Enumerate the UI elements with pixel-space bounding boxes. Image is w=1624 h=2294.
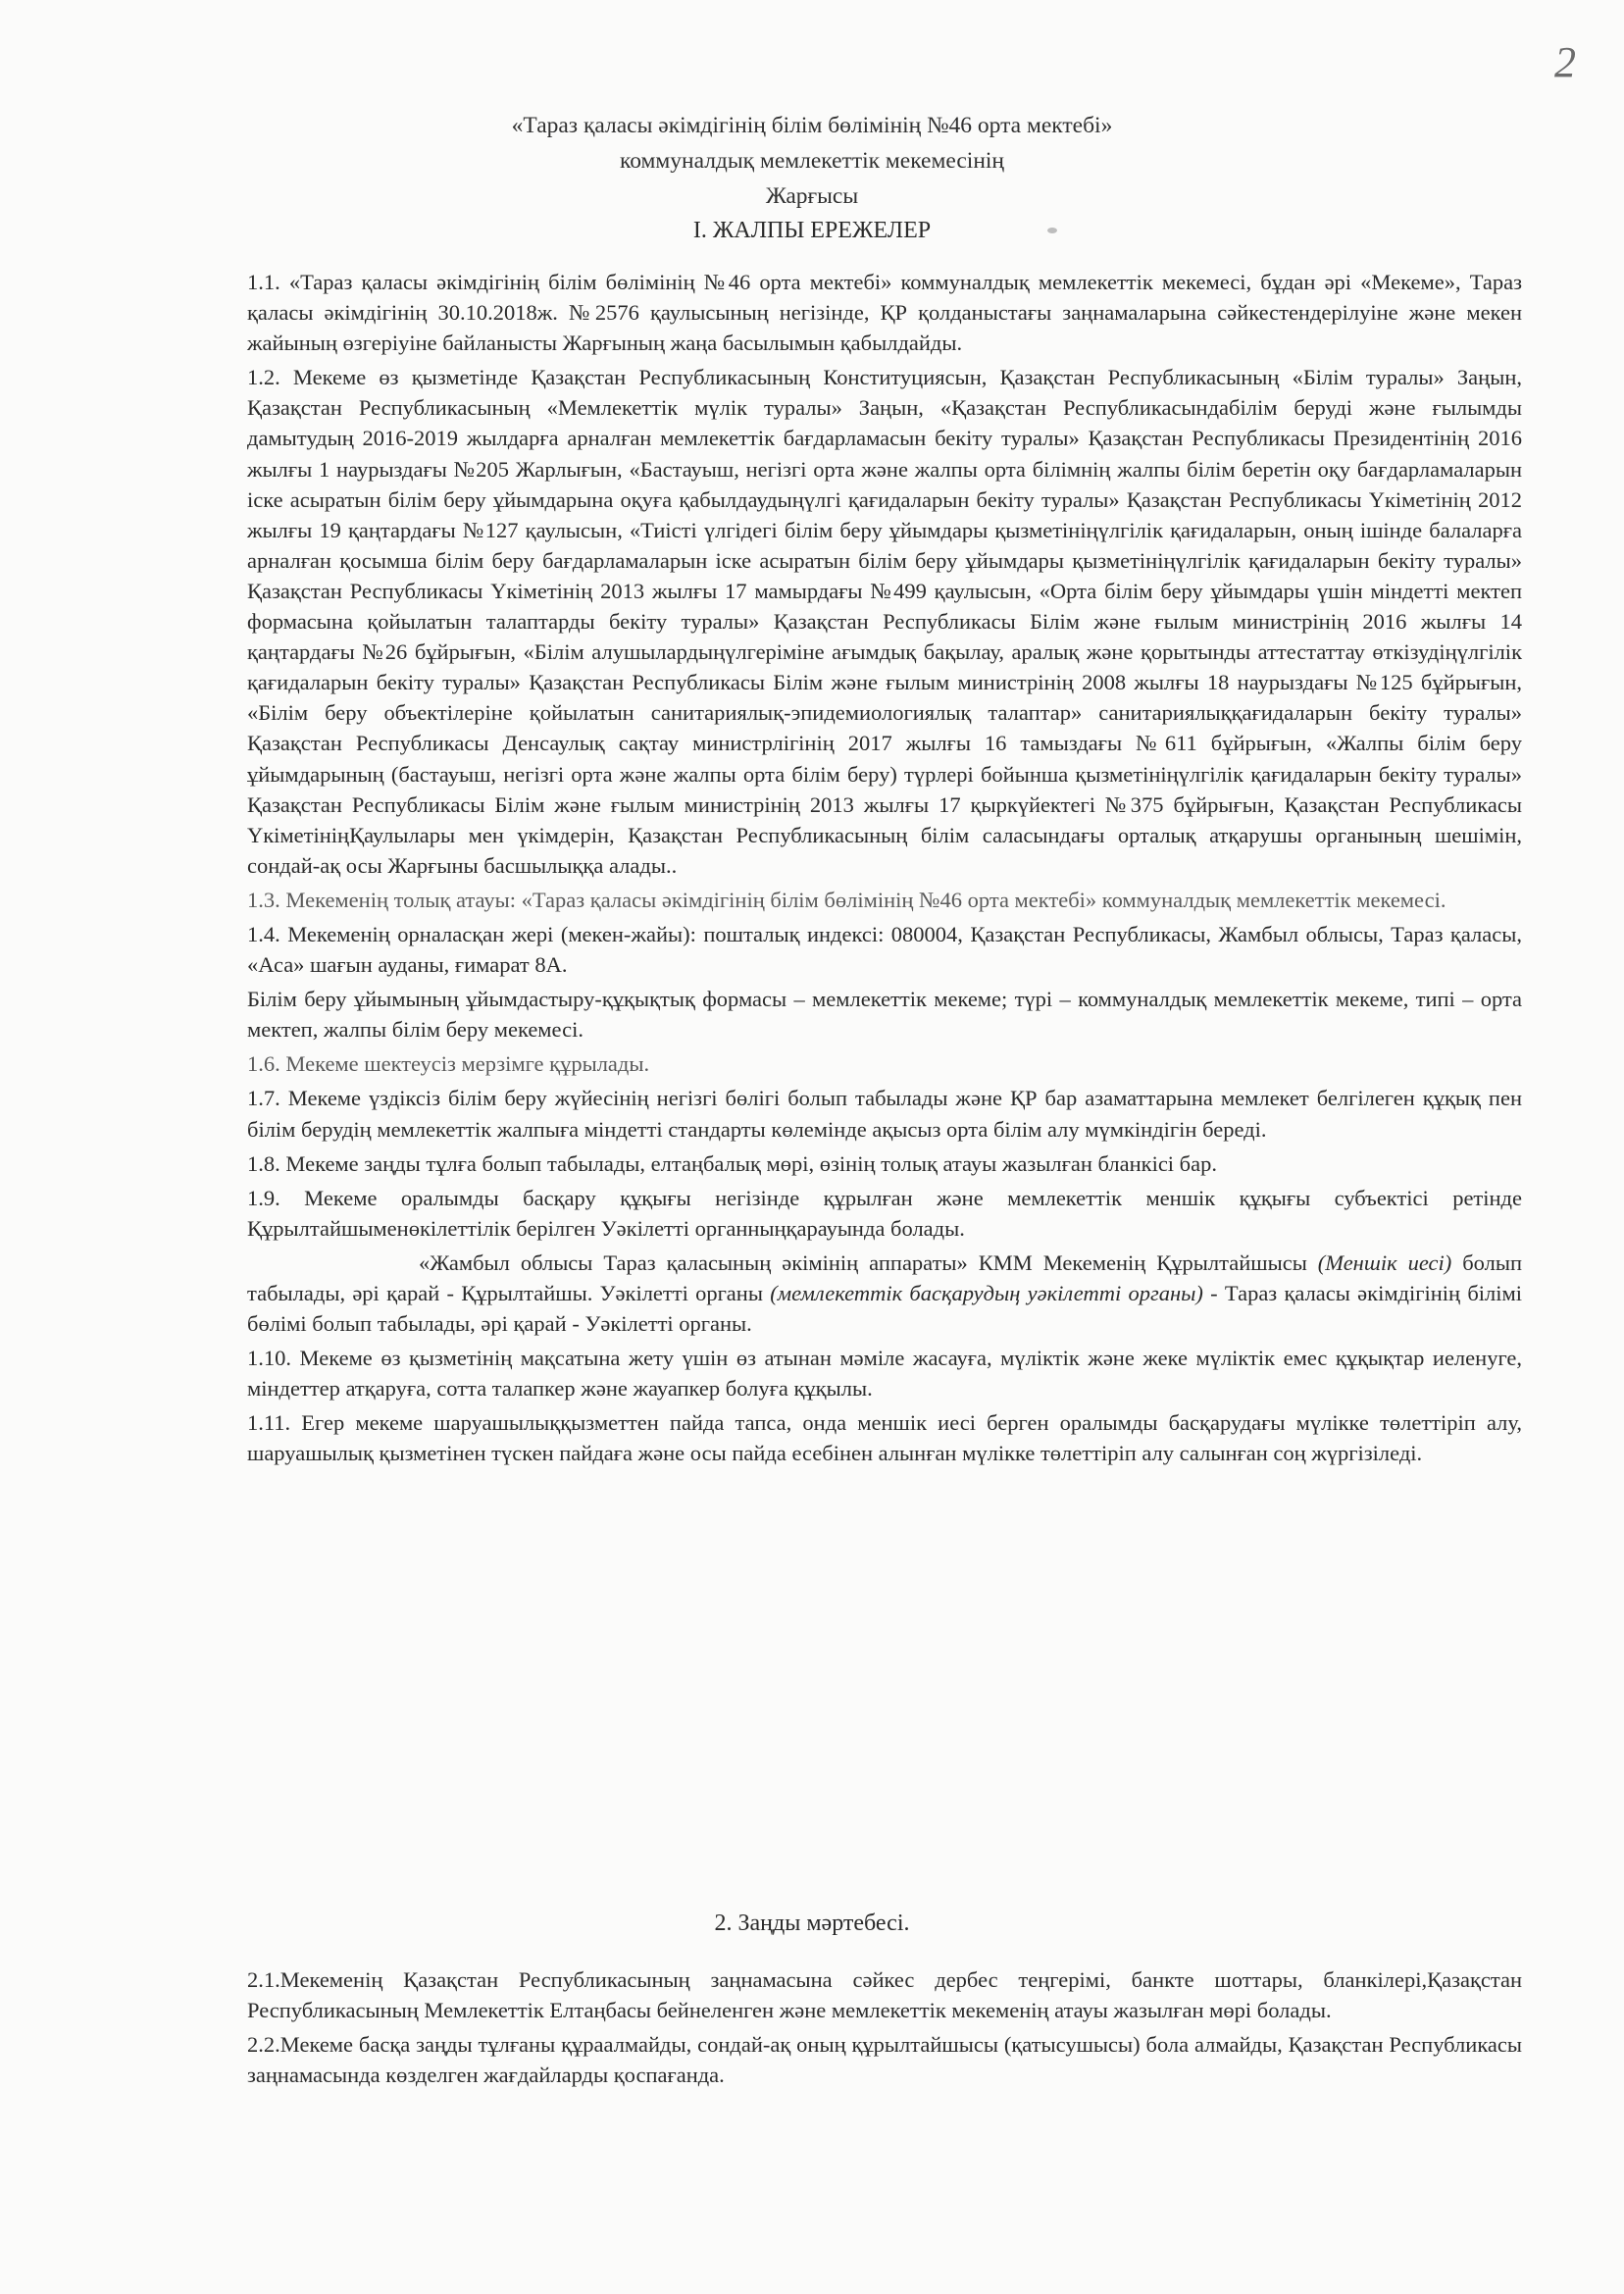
paragraph-1-8: 1.8. Мекеме заңды тұлға болып табылады, елтаңбалық мөрі, өзінің толық атауы жазылған бланкісі бар.	[247, 1150, 1217, 1176]
paragraph-1-9-founder	[247, 1248, 1522, 1339]
paragraph-2-2: 2.2.Мекеме басқа заңды тұлғаны құраалмайды, сондай-ақ оның құрылтайшысы (қатысушысы) бола алмайды, Қазақстан Республикасы заңнамасында көзделген жағдайларды қоспағанда.	[247, 2032, 1522, 2088]
founder-text-italic-2: (мемлекеттік басқарудың уәкілетті органы)	[770, 1281, 1203, 1305]
title-line-3: Жарғысы	[765, 183, 859, 209]
paragraph-1-3: 1.3. Мекеменің толық атауы: «Тараз қаласы әкімдігінің білім бөлімінің №46 орта мектебі» коммуналдық мемлекеттік мекемесі.	[247, 887, 1446, 912]
founder-text-post: - Тараз қаласы әкімдігінің білімі бөлімі болып табылады, әрі қарай - Уәкілетті органы.	[247, 1281, 1522, 1337]
document-title	[0, 108, 1624, 214]
page-number: 2	[1554, 38, 1576, 86]
section-1-heading: I. ЖАЛПЫ ЕРЕЖЕЛЕР	[692, 218, 932, 243]
paragraph-1-11: 1.11. Егер мекеме шаруашылыққызметтен пайда тапса, онда меншік иесі берген оралымды басқарудағы мүлікке төлеттіріп алу, шаруашылық қызметінен түскен пайдаға және осы пайда есебінен алынған мүлікке төлеттіріп алу салынған соң жүргізіледі.	[247, 1410, 1522, 1466]
scan-speck	[1047, 228, 1057, 233]
section-1-body	[247, 267, 1522, 1473]
paragraph-1-6: 1.6. Мекеме шектеусіз мерзімге құрылады.	[247, 1051, 650, 1077]
section-2-heading: 2. Заңды мәртебесі.	[714, 1911, 910, 1936]
paragraph-1-1: 1.1. «Тараз қаласы әкімдігінің білім бөлімінің №46 орта мектебі» коммуналдық мемлекеттік мекемесі, бұдан әрі «Мекеме», Тараз қаласы әкімдігінің 30.10.2018ж. №2576 қаулысының негізінде, ҚР қолданыстағы заңнамаларына сәйкестендерілуіне және мекен жайының өзгеріуіне байланысты Жарғының жаңа басылымын қабылдайды.	[247, 270, 1522, 356]
founder-text-mid: болып табылады, әрі қарай - Құрылтайшы. Уәкілетті органы	[247, 1249, 1522, 1305]
paragraph-1-7: 1.7. Мекеме үздіксіз білім беру жүйесінің негізгі бөлігі болып табылады және ҚР бар азаматтарына мемлекет белгілеген құқық пен білім берудің мемлекеттік жалпыға міндетті стандарты көлемінде ақысыз орта білім алу мүмкіндігін береді.	[247, 1086, 1522, 1142]
paragraph-1-9: 1.9. Мекеме оралымды басқару құқығы негізінде құрылған және мемлекеттік меншік құқығы субъектісі ретінде Құрылтайшыменөкілеттілік берілген Уәкілетті органныңқарауында болады.	[247, 1185, 1522, 1241]
paragraph-2-1: 2.1.Мекеменің Қазақстан Республикасының заңнамасына сәйкес дербес теңгерімі, банкте шоттары, бланкілері,Қазақстан Республикасының Мемлекеттік Елтаңбасы бейнеленген және мемлекеттік мекеменің атауы жазылған мөрі болады.	[247, 1967, 1522, 2023]
paragraph-1-5: Білім беру ұйымының ұйымдастыру-құқықтық формасы – мемлекеттік мекеме; түрі – коммуналдық мемлекеттік мекеме, типі – орта мектеп, жалпы білім беру мекемесі.	[247, 987, 1522, 1043]
title-line-1: «Тараз қаласы әкімдігінің білім бөлімінің №46 орта мектебі»	[511, 113, 1113, 138]
paragraph-1-10: 1.10. Мекеме өз қызметінің мақсатына жету үшін өз атынан мәміле жасауға, мүліктік және жеке мүліктік емес құқықтар иеленуге, міндеттер атқаруға, сотта талапкер және жауапкер болуға құқылы.	[247, 1346, 1522, 1402]
section-2-body	[247, 1964, 1522, 2094]
title-line-2: коммуналдық мемлекеттік мекемесінің	[619, 148, 1005, 174]
paragraph-1-4: 1.4. Мекеменің орналасқан жері (мекен-жайы): пошталық индексі: 080004, Қазақстан Республикасы, Жамбыл облысы, Тараз қаласы, «Аса» шағын ауданы, ғимарат 8А.	[247, 921, 1522, 978]
paragraph-1-2: 1.2. Мекеме өз қызметінде Қазақстан Республикасының Конституциясын, Қазақстан Республикасының «Білім туралы» Заңын, Қазақстан Республикасының «Мемлекеттік мүлік туралы» Заңын, «Қазақстан Республикасындабілім беруді және ғылымды дамытудың 2016-2019 жылдарға арналған мемлекеттік бағдарламасын бекіту туралы» Қазақстан Республикасы Президентінің 2016 жылғы 1 наурыздағы №205 Жарлығын, «Бастауыш, негізгі орта және жалпы орта білімнің жалпы білім беретін оқу бағдарламаларын іске асыратын білім беру ұйымдарына оқуға қабылдаудыңүлгі қағидаларын бекіту туралы» Қазақстан Республикасы Үкіметінің 2012 жылғы 19 қаңтардағы №127 қаулысын, «Тиісті үлгідегі білім беру ұйымдары қызметініңүлгілік қағидаларын, оның ішінде балаларға арналған қосымша білім беру бағдарламаларын іске асыратын білім беру ұйымдары қызметініңүлгілік қағидаларын бекіту туралы» Қазақстан Республикасы Үкіметінің 2013 жылғы 17 мамырдағы №499 қаулысын, «Орта білім беру ұйымдары үшін міндетті мектеп формасына қойылатын талаптарды бекіту туралы» Қазақстан Республикасы Білім және ғылым министрінің 2016 жылғы 14 қаңтардағы №26 бұйрығын, «Білім алушылардыңүлгеріміне ағымдық бақылау, аралық және қорытынды аттестаттау өткізудіңүлгілік қағидаларын бекіту туралы» Қазақстан Республикасы Білім және ғылым министрінің 2008 жылғы 18 наурыздағы №125 бұйрығын, «Білім беру объектілеріне қойылатын санитариялық-эпидемиологиялық талаптар» санитариялыққағидаларын бекіту туралы» Қазақстан Республикасы Денсаулық сақтау министрлігінің 2017 жылғы 16 тамыздағы №611 бұйрығын, «Жалпы білім беру ұйымдарының (бастауыш, негізгі орта және жалпы орта білім беру) түрлері бойынша қызметініңүлгілік қағидаларын бекіту туралы» Қазақстан Республикасы Білім және ғылым министрінің 2013 жылғы 17 қыркүйектегі №375 бұйрығын, Қазақстан Республикасы ҮкіметініңҚаулылары мен үкімдерін, Қазақстан Республикасының білім саласындағы орталық атқарушы органының шешімін, сондай-ақ осы Жарғыны басшылыққа алады..	[247, 365, 1522, 878]
founder-text-italic-1: (Меншік иесі)	[1317, 1249, 1452, 1275]
founder-text-pre: «Жамбыл облысы Тараз қаласының әкімінің аппараты» КММ Мекеменің Құрылтайшысы	[419, 1249, 1318, 1275]
